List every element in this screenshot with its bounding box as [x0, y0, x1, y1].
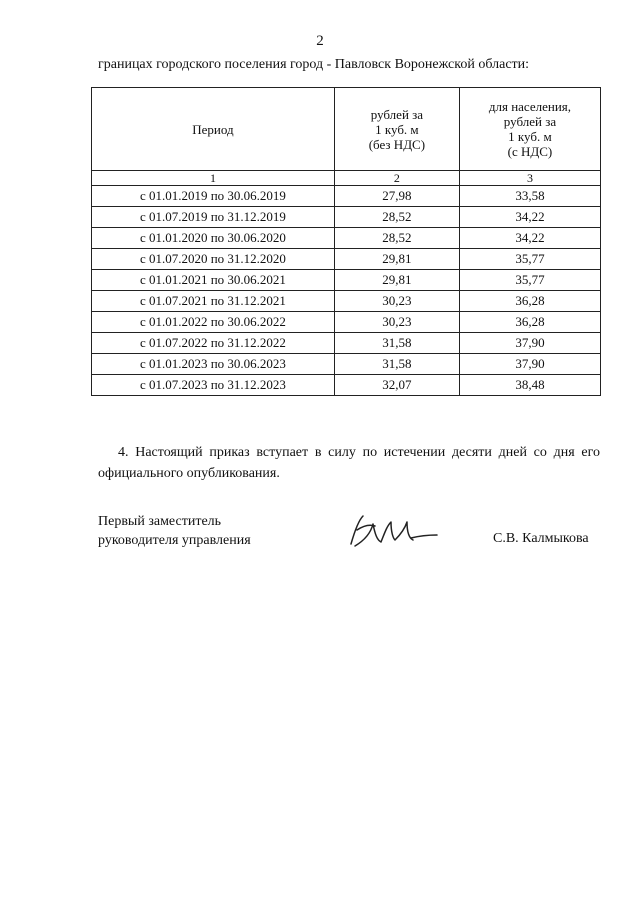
price-vat-cell: 33,58: [459, 186, 600, 207]
price-vat-cell: 34,22: [459, 228, 600, 249]
signatory-title-line: руководителя управления: [98, 533, 251, 548]
price-vat-cell: 36,28: [459, 291, 600, 312]
price-no-vat-cell: 28,52: [334, 207, 459, 228]
period-cell: с 01.07.2020 по 31.12.2020: [92, 249, 335, 270]
intro-text: границах городского поселения город - Павловск Воронежской области:: [98, 57, 530, 72]
page-number: 2: [316, 33, 324, 49]
column-number: 1: [92, 171, 335, 186]
header-period: Период: [92, 88, 335, 171]
price-vat-cell: 37,90: [459, 333, 600, 354]
price-vat-cell: 37,90: [459, 354, 600, 375]
price-vat-cell: 35,77: [459, 249, 600, 270]
period-cell: с 01.07.2023 по 31.12.2023: [92, 375, 335, 396]
price-no-vat-cell: 30,23: [334, 312, 459, 333]
period-cell: с 01.07.2022 по 31.12.2022: [92, 333, 335, 354]
table-row: [92, 228, 601, 249]
table-row: [92, 291, 601, 312]
price-no-vat-cell: 31,58: [334, 333, 459, 354]
period-cell: с 01.01.2020 по 30.06.2020: [92, 228, 335, 249]
price-no-vat-cell: 27,98: [334, 186, 459, 207]
period-cell: с 01.01.2021 по 30.06.2021: [92, 270, 335, 291]
column-number-row: [92, 171, 601, 186]
price-vat-cell: 36,28: [459, 312, 600, 333]
column-number: 3: [459, 171, 600, 186]
period-cell: с 01.07.2019 по 31.12.2019: [92, 207, 335, 228]
header-price-vat: для населения, рублей за 1 куб. м (с НДС): [459, 88, 600, 171]
table-row: [92, 186, 601, 207]
price-no-vat-cell: 32,07: [334, 375, 459, 396]
table-row: [92, 249, 601, 270]
signatory-name: С.В. Калмыкова: [493, 531, 589, 546]
signatory-title: [98, 512, 251, 550]
period-cell: с 01.01.2023 по 30.06.2023: [92, 354, 335, 375]
header-price-no-vat: рублей за 1 куб. м (без НДС): [334, 88, 459, 171]
table-row: [92, 375, 601, 396]
period-cell: с 01.01.2022 по 30.06.2022: [92, 312, 335, 333]
price-no-vat-cell: 31,58: [334, 354, 459, 375]
signatory-title-line: Первый заместитель: [98, 514, 222, 529]
price-vat-cell: 34,22: [459, 207, 600, 228]
clause-text: 4. Настоящий приказ вступает в силу по истечении десяти дней со дня его официального опубликования.: [98, 445, 600, 481]
table-row: [92, 207, 601, 228]
price-no-vat-cell: 29,81: [334, 249, 459, 270]
table-row: [92, 270, 601, 291]
price-no-vat-cell: 28,52: [334, 228, 459, 249]
handwritten-signature: [345, 510, 440, 555]
table-row: [92, 312, 601, 333]
price-no-vat-cell: 30,23: [334, 291, 459, 312]
table-header-row: [92, 88, 601, 171]
table-row: [92, 354, 601, 375]
tariff-table: [91, 87, 601, 396]
period-cell: с 01.07.2021 по 31.12.2021: [92, 291, 335, 312]
price-no-vat-cell: 29,81: [334, 270, 459, 291]
table-row: [92, 333, 601, 354]
price-vat-cell: 38,48: [459, 375, 600, 396]
clause-paragraph: [98, 442, 600, 484]
price-vat-cell: 35,77: [459, 270, 600, 291]
period-cell: с 01.01.2019 по 30.06.2019: [92, 186, 335, 207]
column-number: 2: [334, 171, 459, 186]
